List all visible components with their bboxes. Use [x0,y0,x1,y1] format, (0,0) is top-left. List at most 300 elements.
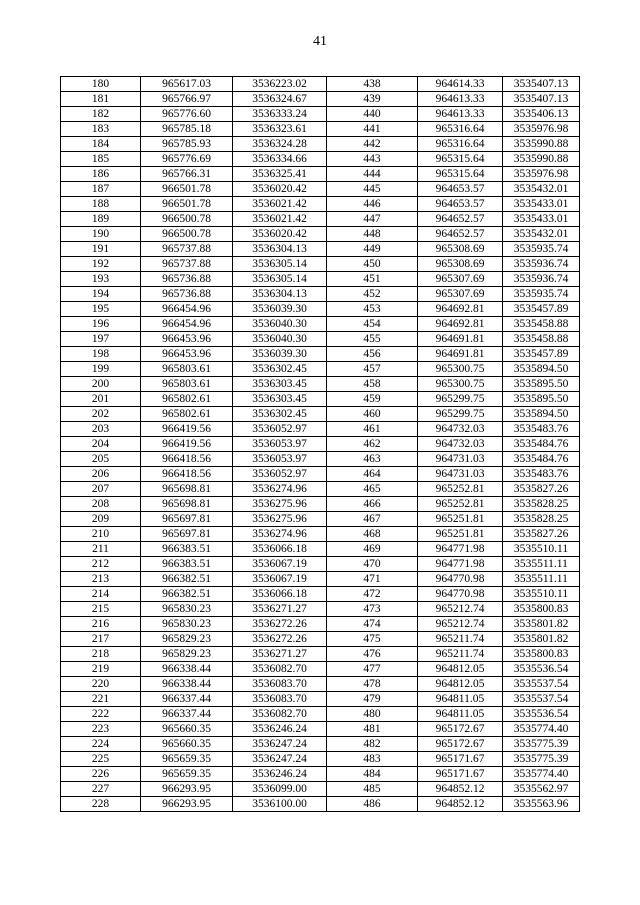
table-cell-y-coordinate: 3536274.96 [233,527,327,542]
table-cell-x-coordinate: 965829.23 [141,632,233,647]
table-row [61,752,580,767]
table-cell-point-number: 486 [327,797,418,812]
table-cell-point-number: 215 [61,602,141,617]
table-cell-point-number: 184 [61,137,141,152]
table-cell-x-coordinate: 965252.81 [418,497,503,512]
table-cell-point-number: 181 [61,92,141,107]
table-cell-y-coordinate: 3535483.76 [503,422,580,437]
table-cell-point-number: 193 [61,272,141,287]
table-cell-y-coordinate: 3536304.13 [233,287,327,302]
table-cell-x-coordinate: 965660.35 [141,722,233,737]
table-cell-y-coordinate: 3535935.74 [503,287,580,302]
table-cell-y-coordinate: 3536324.28 [233,137,327,152]
table-cell-point-number: 191 [61,242,141,257]
table-row [61,212,580,227]
table-cell-x-coordinate: 965315.64 [418,152,503,167]
table-cell-y-coordinate: 3536223.02 [233,77,327,92]
table-cell-x-coordinate: 965316.64 [418,137,503,152]
table-cell-point-number: 438 [327,77,418,92]
table-cell-x-coordinate: 966337.44 [141,707,233,722]
table-cell-x-coordinate: 965736.88 [141,272,233,287]
table-cell-y-coordinate: 3536246.24 [233,767,327,782]
table-cell-y-coordinate: 3535537.54 [503,692,580,707]
table-cell-y-coordinate: 3535457.89 [503,347,580,362]
table-cell-y-coordinate: 3536246.24 [233,722,327,737]
table-cell-point-number: 204 [61,437,141,452]
table-row [61,362,580,377]
table-cell-y-coordinate: 3535484.76 [503,437,580,452]
table-cell-x-coordinate: 965252.81 [418,482,503,497]
table-cell-point-number: 227 [61,782,141,797]
table-cell-y-coordinate: 3535510.11 [503,542,580,557]
table-cell-y-coordinate: 3535511.11 [503,572,580,587]
table-row [61,302,580,317]
table-cell-x-coordinate: 964652.57 [418,227,503,242]
table-cell-point-number: 439 [327,92,418,107]
table-row [61,167,580,182]
table-cell-point-number: 456 [327,347,418,362]
table-cell-x-coordinate: 964732.03 [418,437,503,452]
table-cell-y-coordinate: 3535457.89 [503,302,580,317]
table-cell-point-number: 478 [327,677,418,692]
table-row [61,647,580,662]
table-cell-point-number: 192 [61,257,141,272]
table-row [61,452,580,467]
table-cell-x-coordinate: 966453.96 [141,347,233,362]
table-cell-point-number: 211 [61,542,141,557]
table-cell-point-number: 202 [61,407,141,422]
table-cell-point-number: 480 [327,707,418,722]
table-cell-x-coordinate: 965172.67 [418,737,503,752]
table-cell-point-number: 464 [327,467,418,482]
table-cell-point-number: 206 [61,467,141,482]
table-cell-point-number: 217 [61,632,141,647]
table-row [61,797,580,812]
table-cell-point-number: 450 [327,257,418,272]
table-row [61,557,580,572]
table-cell-x-coordinate: 966453.96 [141,332,233,347]
table-row [61,572,580,587]
table-cell-point-number: 223 [61,722,141,737]
table-row [61,482,580,497]
table-cell-x-coordinate: 965785.93 [141,137,233,152]
table-cell-y-coordinate: 3535936.74 [503,272,580,287]
table-row [61,737,580,752]
table-row [61,137,580,152]
table-cell-y-coordinate: 3536052.97 [233,467,327,482]
table-cell-y-coordinate: 3536302.45 [233,362,327,377]
table-cell-point-number: 208 [61,497,141,512]
table-cell-x-coordinate: 965737.88 [141,242,233,257]
table-cell-x-coordinate: 964852.12 [418,797,503,812]
table-cell-point-number: 224 [61,737,141,752]
table-cell-point-number: 462 [327,437,418,452]
table-row [61,227,580,242]
table-cell-y-coordinate: 3535828.25 [503,512,580,527]
coordinates-table [60,76,580,812]
table-row [61,437,580,452]
table-cell-x-coordinate: 966500.78 [141,212,233,227]
table-cell-point-number: 457 [327,362,418,377]
table-cell-y-coordinate: 3535976.98 [503,167,580,182]
table-cell-point-number: 470 [327,557,418,572]
table-cell-x-coordinate: 964614.33 [418,77,503,92]
table-cell-x-coordinate: 964691.81 [418,347,503,362]
table-cell-x-coordinate: 965211.74 [418,632,503,647]
table-cell-y-coordinate: 3535775.39 [503,752,580,767]
table-cell-y-coordinate: 3535458.88 [503,332,580,347]
table-cell-x-coordinate: 966382.51 [141,587,233,602]
table-cell-point-number: 225 [61,752,141,767]
table-cell-x-coordinate: 964732.03 [418,422,503,437]
table-cell-x-coordinate: 965803.61 [141,377,233,392]
table-cell-x-coordinate: 965300.75 [418,377,503,392]
table-cell-x-coordinate: 965211.74 [418,647,503,662]
table-cell-y-coordinate: 3535433.01 [503,197,580,212]
table-cell-x-coordinate: 965766.97 [141,92,233,107]
table-row [61,122,580,137]
table-cell-y-coordinate: 3536039.30 [233,347,327,362]
table-row [61,332,580,347]
table-cell-y-coordinate: 3536333.24 [233,107,327,122]
table-cell-x-coordinate: 965659.35 [141,752,233,767]
table-cell-point-number: 207 [61,482,141,497]
table-cell-point-number: 446 [327,197,418,212]
table-cell-y-coordinate: 3536275.96 [233,512,327,527]
table-cell-x-coordinate: 966383.51 [141,542,233,557]
table-row [61,512,580,527]
table-row [61,257,580,272]
table-cell-point-number: 444 [327,167,418,182]
table-cell-point-number: 475 [327,632,418,647]
table-cell-x-coordinate: 966293.95 [141,782,233,797]
table-cell-point-number: 213 [61,572,141,587]
table-cell-x-coordinate: 965660.35 [141,737,233,752]
table-cell-x-coordinate: 964770.98 [418,572,503,587]
table-cell-y-coordinate: 3535894.50 [503,407,580,422]
table-cell-y-coordinate: 3536039.30 [233,302,327,317]
table-cell-y-coordinate: 3535483.76 [503,467,580,482]
table-cell-x-coordinate: 965830.23 [141,617,233,632]
table-cell-point-number: 459 [327,392,418,407]
table-cell-x-coordinate: 964770.98 [418,587,503,602]
table-cell-y-coordinate: 3535432.01 [503,182,580,197]
table-row [61,347,580,362]
table-cell-x-coordinate: 964692.81 [418,302,503,317]
table-cell-x-coordinate: 966337.44 [141,692,233,707]
table-cell-x-coordinate: 964652.57 [418,212,503,227]
table-cell-x-coordinate: 964811.05 [418,692,503,707]
table-cell-point-number: 188 [61,197,141,212]
table-cell-point-number: 197 [61,332,141,347]
table-cell-point-number: 187 [61,182,141,197]
table-cell-point-number: 467 [327,512,418,527]
table-cell-y-coordinate: 3536247.24 [233,752,327,767]
table-cell-x-coordinate: 965171.67 [418,767,503,782]
table-cell-x-coordinate: 966418.56 [141,452,233,467]
table-cell-point-number: 468 [327,527,418,542]
table-cell-y-coordinate: 3536052.97 [233,422,327,437]
table-cell-y-coordinate: 3536100.00 [233,797,327,812]
table-cell-x-coordinate: 965307.69 [418,272,503,287]
table-row [61,242,580,257]
table-cell-point-number: 458 [327,377,418,392]
table-cell-y-coordinate: 3535537.54 [503,677,580,692]
table-cell-point-number: 485 [327,782,418,797]
table-cell-point-number: 481 [327,722,418,737]
table-row [61,407,580,422]
table-cell-y-coordinate: 3536247.24 [233,737,327,752]
table-cell-y-coordinate: 3535562.97 [503,782,580,797]
table-cell-point-number: 203 [61,422,141,437]
table-row [61,392,580,407]
table-cell-y-coordinate: 3535894.50 [503,362,580,377]
table-row [61,767,580,782]
table-cell-y-coordinate: 3536040.30 [233,332,327,347]
table-row [61,92,580,107]
table-cell-x-coordinate: 966454.96 [141,302,233,317]
table-cell-x-coordinate: 964771.98 [418,557,503,572]
table-cell-x-coordinate: 965172.67 [418,722,503,737]
table-row [61,467,580,482]
table-cell-point-number: 195 [61,302,141,317]
table-cell-y-coordinate: 3535990.88 [503,152,580,167]
table-cell-y-coordinate: 3536275.96 [233,497,327,512]
table-cell-y-coordinate: 3535827.26 [503,482,580,497]
table-cell-y-coordinate: 3536302.45 [233,407,327,422]
table-cell-x-coordinate: 964653.57 [418,197,503,212]
table-cell-x-coordinate: 965776.69 [141,152,233,167]
table-cell-x-coordinate: 964691.81 [418,332,503,347]
table-row [61,422,580,437]
table-cell-y-coordinate: 3535976.98 [503,122,580,137]
table-cell-point-number: 445 [327,182,418,197]
table-cell-point-number: 484 [327,767,418,782]
table-row [61,707,580,722]
table-cell-point-number: 201 [61,392,141,407]
table-cell-y-coordinate: 3535775.39 [503,737,580,752]
table-row [61,587,580,602]
table-cell-point-number: 465 [327,482,418,497]
table-cell-y-coordinate: 3535990.88 [503,137,580,152]
table-cell-y-coordinate: 3536334.66 [233,152,327,167]
table-cell-x-coordinate: 964852.12 [418,782,503,797]
table-cell-y-coordinate: 3536274.96 [233,482,327,497]
table-cell-point-number: 449 [327,242,418,257]
table-cell-y-coordinate: 3536324.67 [233,92,327,107]
table-cell-x-coordinate: 965737.88 [141,257,233,272]
table-cell-point-number: 185 [61,152,141,167]
table-cell-point-number: 447 [327,212,418,227]
table-cell-point-number: 471 [327,572,418,587]
table-cell-point-number: 463 [327,452,418,467]
table-cell-y-coordinate: 3536067.19 [233,557,327,572]
table-cell-point-number: 205 [61,452,141,467]
table-cell-y-coordinate: 3535800.83 [503,647,580,662]
table-cell-point-number: 180 [61,77,141,92]
table-row [61,287,580,302]
coordinates-table-body [61,77,580,812]
table-cell-x-coordinate: 964613.33 [418,107,503,122]
table-cell-x-coordinate: 964812.05 [418,677,503,692]
table-cell-y-coordinate: 3535800.83 [503,602,580,617]
table-cell-y-coordinate: 3536083.70 [233,692,327,707]
table-cell-x-coordinate: 964812.05 [418,662,503,677]
table-cell-y-coordinate: 3536304.13 [233,242,327,257]
table-cell-point-number: 448 [327,227,418,242]
table-cell-y-coordinate: 3535458.88 [503,317,580,332]
table-cell-x-coordinate: 965300.75 [418,362,503,377]
table-cell-y-coordinate: 3535801.82 [503,632,580,647]
table-cell-point-number: 196 [61,317,141,332]
table-cell-x-coordinate: 965308.69 [418,257,503,272]
table-cell-x-coordinate: 965697.81 [141,512,233,527]
table-row [61,197,580,212]
table-cell-point-number: 194 [61,287,141,302]
table-cell-y-coordinate: 3536325.41 [233,167,327,182]
table-cell-point-number: 442 [327,137,418,152]
table-cell-point-number: 474 [327,617,418,632]
table-cell-point-number: 216 [61,617,141,632]
table-cell-y-coordinate: 3536053.97 [233,452,327,467]
table-cell-y-coordinate: 3536082.70 [233,707,327,722]
page-number: 41 [313,34,327,49]
table-cell-y-coordinate: 3535895.50 [503,392,580,407]
table-cell-x-coordinate: 965659.35 [141,767,233,782]
table-cell-point-number: 186 [61,167,141,182]
table-cell-point-number: 482 [327,737,418,752]
table-cell-x-coordinate: 965299.75 [418,407,503,422]
table-cell-point-number: 466 [327,497,418,512]
table-row [61,317,580,332]
table-cell-x-coordinate: 965308.69 [418,242,503,257]
table-cell-point-number: 228 [61,797,141,812]
table-cell-x-coordinate: 965776.60 [141,107,233,122]
table-row [61,722,580,737]
table-row [61,632,580,647]
table-cell-point-number: 214 [61,587,141,602]
table-cell-point-number: 473 [327,602,418,617]
table-row [61,377,580,392]
table-cell-x-coordinate: 964811.05 [418,707,503,722]
table-cell-x-coordinate: 965803.61 [141,362,233,377]
table-cell-y-coordinate: 3536021.42 [233,197,327,212]
table-cell-x-coordinate: 965316.64 [418,122,503,137]
table-cell-point-number: 453 [327,302,418,317]
table-cell-y-coordinate: 3536271.27 [233,647,327,662]
table-cell-point-number: 451 [327,272,418,287]
table-cell-y-coordinate: 3535828.25 [503,497,580,512]
table-cell-y-coordinate: 3535935.74 [503,242,580,257]
table-cell-y-coordinate: 3535774.40 [503,767,580,782]
table-cell-x-coordinate: 966293.95 [141,797,233,812]
table-cell-y-coordinate: 3535407.13 [503,77,580,92]
table-cell-point-number: 199 [61,362,141,377]
table-row [61,617,580,632]
table-cell-x-coordinate: 965698.81 [141,497,233,512]
table-cell-y-coordinate: 3535536.54 [503,707,580,722]
table-cell-x-coordinate: 966419.56 [141,437,233,452]
table-row [61,602,580,617]
table-cell-point-number: 461 [327,422,418,437]
table-cell-point-number: 479 [327,692,418,707]
table-cell-y-coordinate: 3536272.26 [233,617,327,632]
table-cell-y-coordinate: 3535511.11 [503,557,580,572]
table-cell-y-coordinate: 3536271.27 [233,602,327,617]
table-cell-x-coordinate: 964692.81 [418,317,503,332]
table-cell-x-coordinate: 966383.51 [141,557,233,572]
table-cell-y-coordinate: 3535895.50 [503,377,580,392]
table-cell-y-coordinate: 3536305.14 [233,272,327,287]
table-cell-y-coordinate: 3536082.70 [233,662,327,677]
table-cell-x-coordinate: 966338.44 [141,662,233,677]
table-cell-point-number: 440 [327,107,418,122]
table-cell-y-coordinate: 3535936.74 [503,257,580,272]
table-cell-y-coordinate: 3536066.18 [233,542,327,557]
table-cell-point-number: 472 [327,587,418,602]
table-cell-x-coordinate: 965315.64 [418,167,503,182]
table-cell-y-coordinate: 3536067.19 [233,572,327,587]
table-row [61,542,580,557]
table-cell-point-number: 183 [61,122,141,137]
table-cell-y-coordinate: 3536083.70 [233,677,327,692]
table-cell-point-number: 198 [61,347,141,362]
table-cell-y-coordinate: 3536040.30 [233,317,327,332]
table-cell-x-coordinate: 965736.88 [141,287,233,302]
table-cell-x-coordinate: 965829.23 [141,647,233,662]
table-cell-y-coordinate: 3535510.11 [503,587,580,602]
table-cell-y-coordinate: 3536305.14 [233,257,327,272]
table-row [61,677,580,692]
table-cell-x-coordinate: 965251.81 [418,527,503,542]
table-cell-x-coordinate: 965785.18 [141,122,233,137]
table-cell-point-number: 182 [61,107,141,122]
table-row [61,527,580,542]
table-cell-x-coordinate: 965307.69 [418,287,503,302]
table-cell-point-number: 210 [61,527,141,542]
table-cell-point-number: 477 [327,662,418,677]
table-cell-y-coordinate: 3536053.97 [233,437,327,452]
table-cell-x-coordinate: 964731.03 [418,452,503,467]
table-cell-x-coordinate: 966501.78 [141,197,233,212]
table-cell-y-coordinate: 3535433.01 [503,212,580,227]
table-cell-x-coordinate: 964731.03 [418,467,503,482]
table-cell-x-coordinate: 965299.75 [418,392,503,407]
table-row [61,497,580,512]
table-cell-y-coordinate: 3536303.45 [233,392,327,407]
table-cell-x-coordinate: 965802.61 [141,407,233,422]
table-cell-y-coordinate: 3535827.26 [503,527,580,542]
table-cell-point-number: 469 [327,542,418,557]
table-cell-x-coordinate: 964653.57 [418,182,503,197]
table-cell-x-coordinate: 965171.67 [418,752,503,767]
table-cell-y-coordinate: 3535536.54 [503,662,580,677]
table-cell-y-coordinate: 3535563.96 [503,797,580,812]
table-row [61,272,580,287]
table-cell-point-number: 209 [61,512,141,527]
table-cell-point-number: 220 [61,677,141,692]
table-row [61,662,580,677]
table-cell-x-coordinate: 964613.33 [418,92,503,107]
table-cell-point-number: 455 [327,332,418,347]
table-row [61,692,580,707]
table-cell-point-number: 443 [327,152,418,167]
table-cell-y-coordinate: 3535801.82 [503,617,580,632]
table-cell-y-coordinate: 3536066.18 [233,587,327,602]
table-cell-point-number: 452 [327,287,418,302]
table-cell-x-coordinate: 965830.23 [141,602,233,617]
table-cell-point-number: 483 [327,752,418,767]
